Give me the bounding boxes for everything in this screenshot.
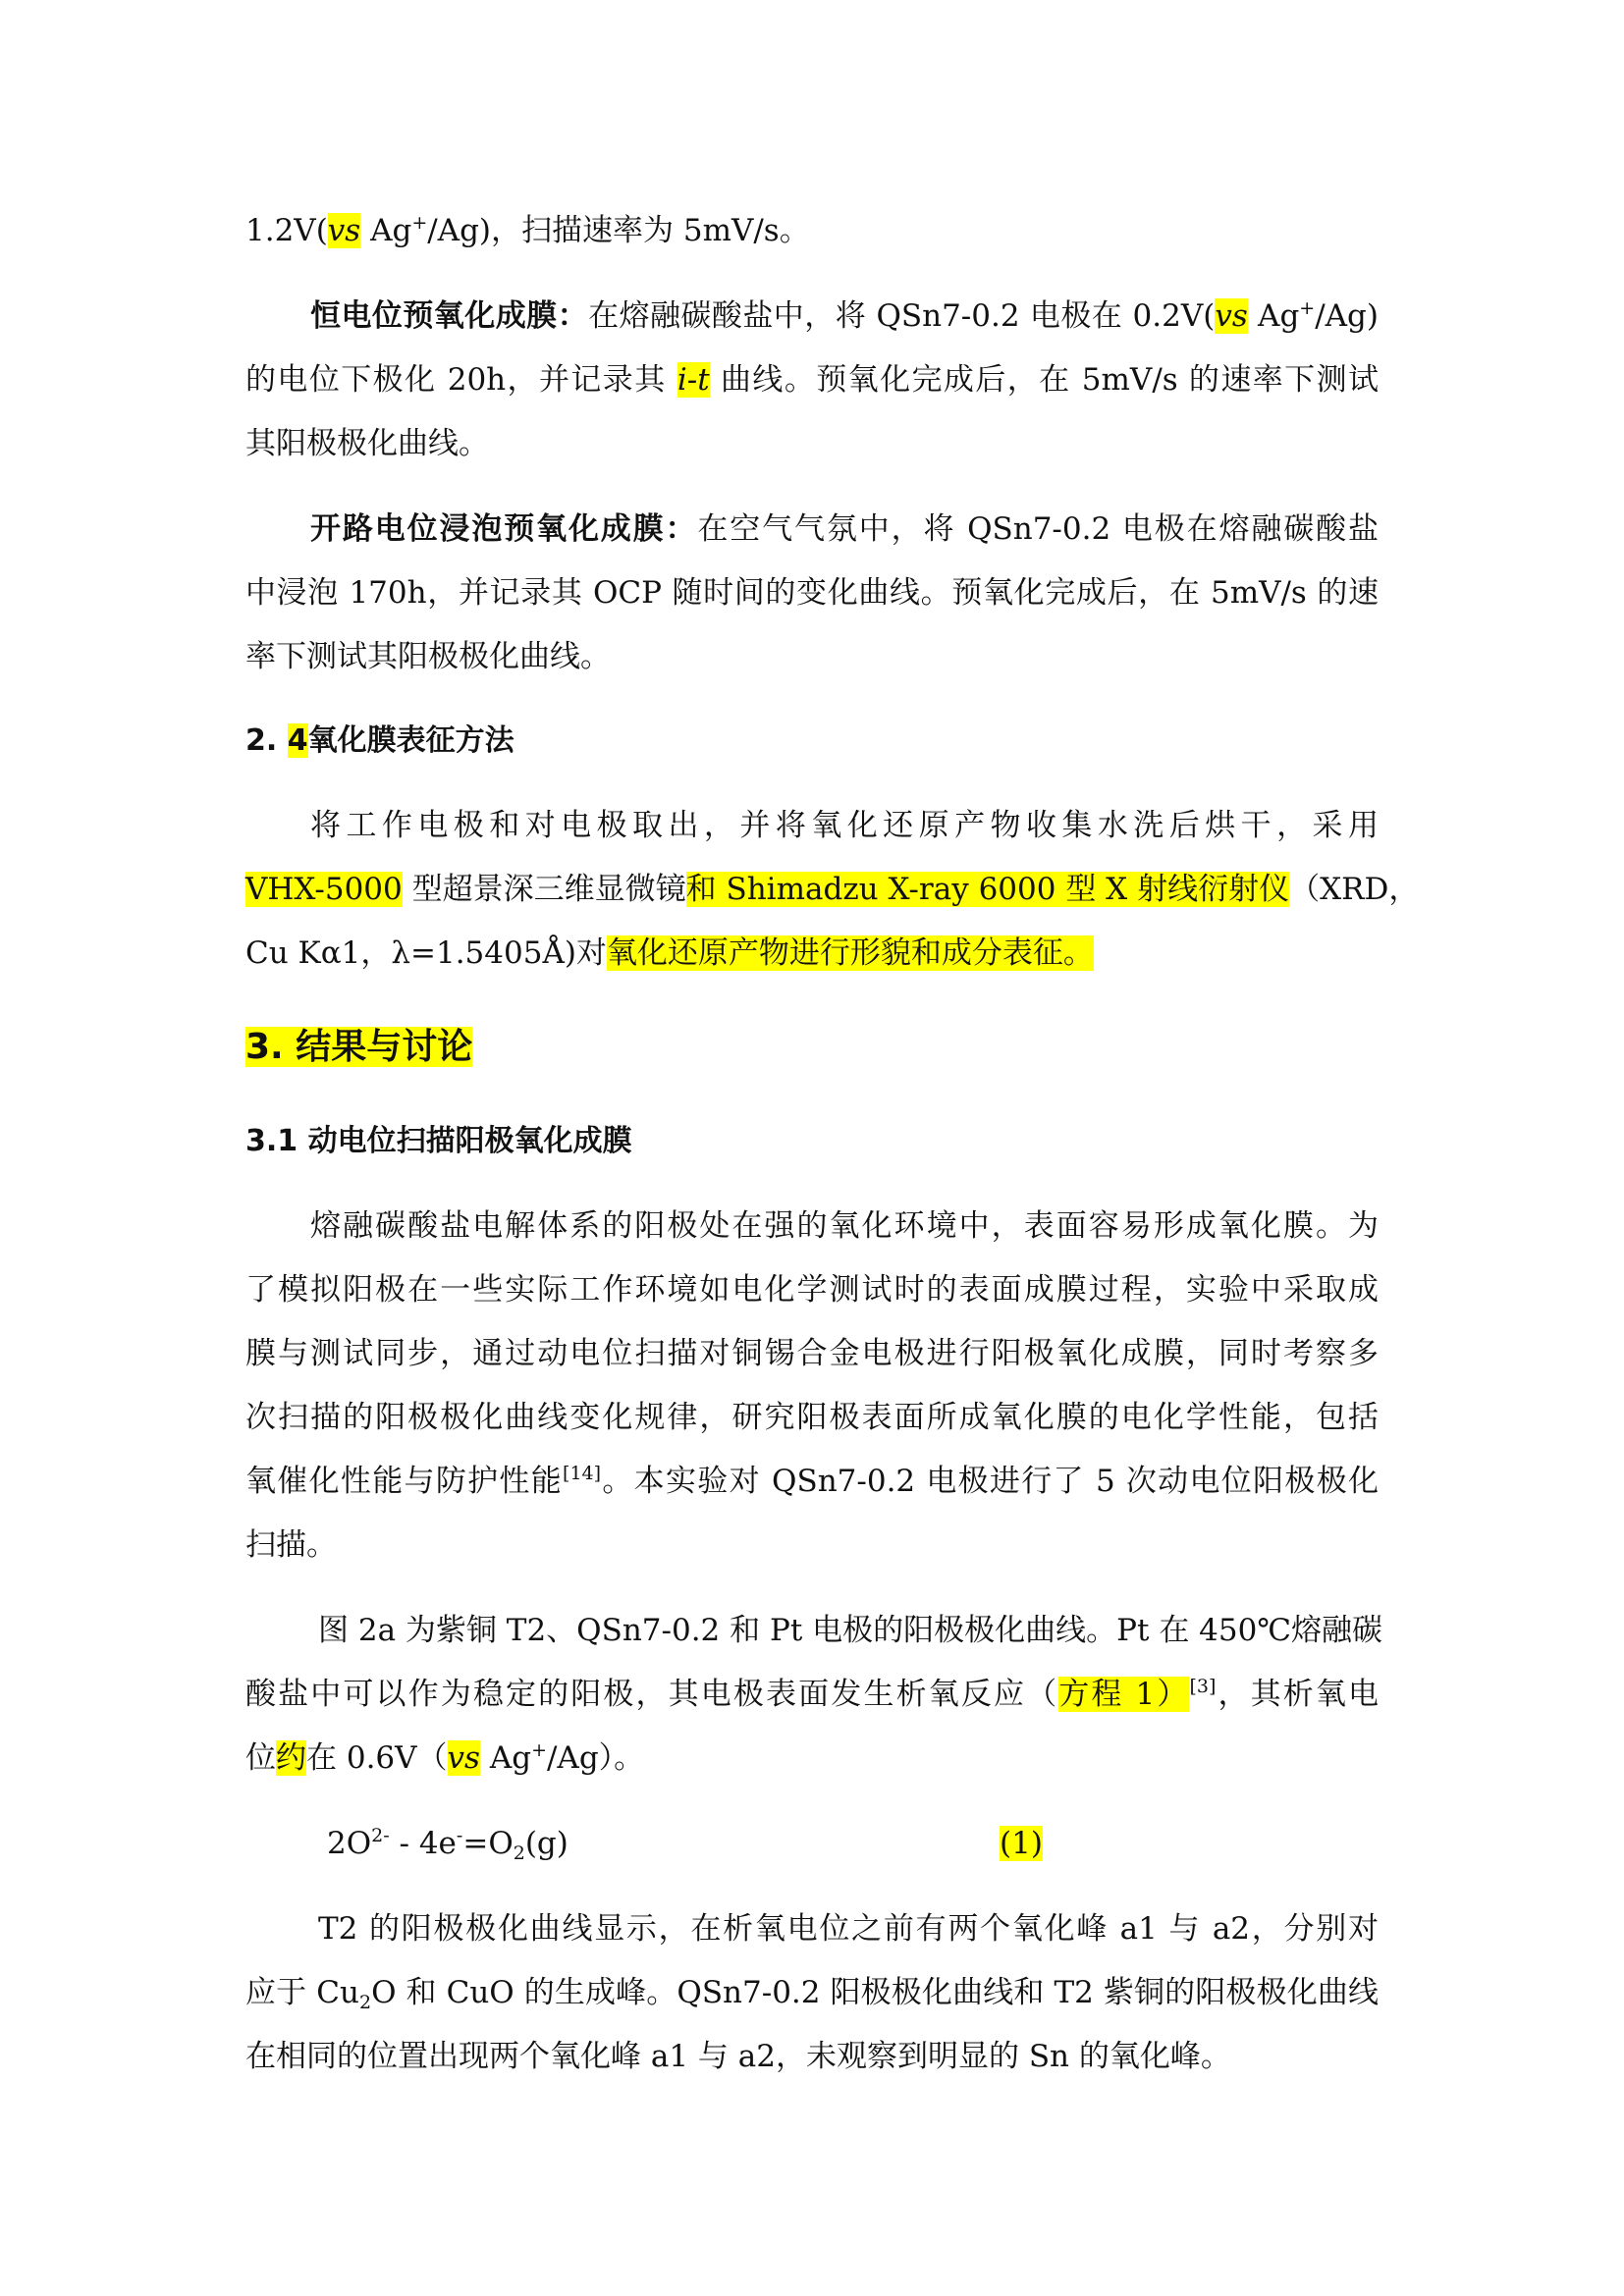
paragraph-line: 氧催化性能与防护性能[14]。本实验对 QSn7-0.2 电极进行了 5 次动电位阳极极化 [245,1463,1379,1499]
paragraph-line: 率下测试其阳极极化曲线。 [245,639,611,674]
paragraph-line: 熔融碳酸盐电解体系的阳极处在强的氧化环境中，表面容易形成氧化膜。为 [310,1208,1379,1244]
paragraph-line: Cu Kα1，λ=1.5405Å)对氧化还原产物进行形貌和成分表征。 [245,935,1094,971]
paragraph-lead: 恒电位预氧化成膜： [310,298,589,334]
highlight: vs [327,213,361,248]
paragraph-line: 次扫描的阳极极化曲线变化规律，研究阳极表面所成氧化膜的电化学性能，包括 [245,1400,1379,1435]
paragraph-line: 位约在 0.6V（vs Ag+/Ag）。 [245,1739,645,1776]
highlight: vs [1215,298,1248,334]
section-heading: 3.1 动电位扫描阳极氧化成膜 [245,1124,632,1158]
paragraph-line: 其阳极极化曲线。 [245,426,489,461]
paragraph-line: 的电位下极化 20h，并记录其 i-t 曲线。预氧化完成后，在 5mV/s 的速率下测试 [245,362,1379,398]
highlight: 约 [276,1740,306,1776]
paragraph-line: 了模拟阳极在一些实际工作环境如电化学测试时的表面成膜过程，实验中采取成 [245,1272,1379,1308]
paragraph-line: 将工作电极和对电极取出，并将氧化还原产物收集水洗后烘干，采用 [310,808,1379,843]
paragraph-lead: 开路电位浸泡预氧化成膜： [310,511,698,547]
highlight: 3. 结果与讨论 [245,1027,473,1067]
section-heading: 2. 4氧化膜表征方法 [245,723,514,758]
chapter-heading [245,1021,472,1076]
citation: [3] [1189,1676,1217,1697]
highlight: i-t [677,362,710,398]
highlight: 方程 1） [1058,1677,1190,1712]
highlight: 4 [287,723,308,758]
paragraph-line: T2 的阳极极化曲线显示，在析氧电位之前有两个氧化峰 a1 与 a2，分别对 [318,1911,1379,1947]
paragraph-line: 膜与测试同步，通过动电位扫描对铜锡合金电极进行阳极氧化成膜，同时考察多 [245,1336,1379,1371]
highlight: vs [447,1740,480,1776]
citation: [14] [563,1463,602,1484]
paragraph-line: 应于 $Cu_2O$ 和 CuO 的生成峰。QSn7-0.2 阳极极化曲线和 T2 紫铜的阳极极化曲线 [245,1975,1379,2013]
paragraph-line: 图 2a 为紫铜 T2、QSn7-0.2 和 Pt 电极的阳极极化曲线。Pt 在 450℃熔融碳 [318,1613,1383,1648]
paragraph-line: 开路电位浸泡预氧化成膜：在空气气氛中，将 QSn7-0.2 电极在熔融碳酸盐 [310,511,1379,547]
equation: $2O^{2-} - 4e^-=O_2(g)$ [327,1825,568,1864]
paragraph-line: 酸盐中可以作为稳定的阳极，其电极表面发生析氧反应（方程 1）[3]，其析氧电 [245,1676,1380,1712]
paragraph-line: 在相同的位置出现两个氧化峰 a1 与 a2，未观察到明显的 Sn 的氧化峰。 [245,2039,1231,2074]
highlight: VHX-5000 [245,872,403,907]
paragraph-line: 恒电位预氧化成膜：在熔融碳酸盐中，将 QSn7-0.2 电极在 0.2V(vs Ag+/Ag) [310,297,1379,334]
paragraph-line: 1.2V(vs Ag+/Ag)，扫描速率为 5mV/s。 [245,212,810,248]
highlight: 和 Shimadzu X-ray 6000 型 X 射线衍射仪 [685,872,1290,907]
paragraph-line: 中浸泡 170h，并记录其 OCP 随时间的变化曲线。预氧化完成后，在 5mV/s 的速 [245,575,1379,611]
paragraph-line: 扫描。 [245,1527,337,1563]
highlight: 氧化还原产物进行形貌和成分表征。 [606,935,1094,971]
equation-number [1000,1823,1043,1866]
paragraph-line: VHX-5000 型超景深三维显微镜和 Shimadzu X-ray 6000 型 X 射线衍射仪（XRD， [245,872,1420,907]
highlight: (1) [1000,1826,1043,1861]
